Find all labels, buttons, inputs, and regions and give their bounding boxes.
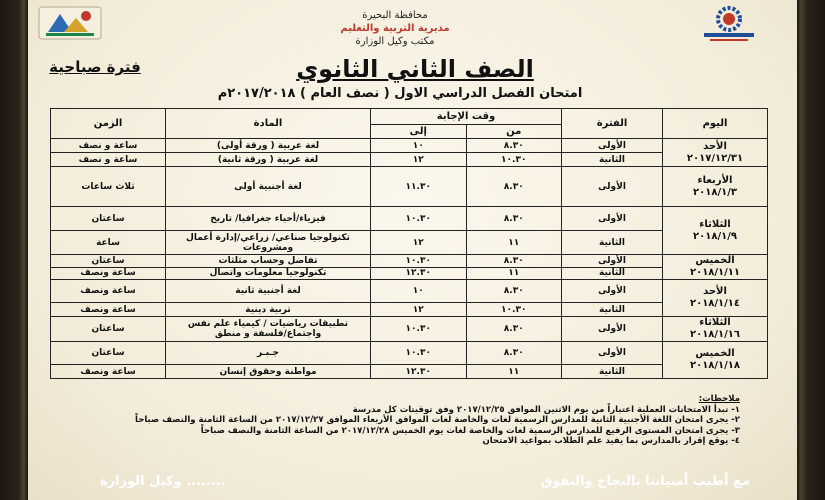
day-cell: [663, 317, 768, 342]
to-time-cell: ١٢.٣٠: [371, 365, 467, 379]
table-row: [51, 342, 768, 365]
period-cell: الثانية: [562, 365, 663, 379]
to-time-cell: ١٠.٣٠: [371, 342, 467, 365]
ministry-gear-logo-icon: [692, 4, 766, 44]
to-time-cell: ١٢: [371, 303, 467, 317]
to-time-cell: ١٠.٣٠: [371, 207, 467, 231]
duration-cell: ساعة ونصف: [51, 303, 166, 317]
duration-cell: ساعة: [51, 231, 166, 255]
period-cell: الأولى: [562, 317, 663, 342]
notes-section: [100, 394, 740, 447]
from-time-cell: ١١: [466, 365, 562, 379]
day-date: ٢٠١٨/١/٣: [693, 186, 737, 198]
subject-cell: لغة عربية ( ورقة أولى): [166, 139, 371, 153]
duration-cell: ساعتان: [51, 317, 166, 342]
period-cell: الأولى: [562, 139, 663, 153]
day-date: ٢٠١٨/١/١٨: [689, 360, 741, 371]
to-time-cell: ١٢.٣٠: [371, 267, 467, 280]
from-time-cell: ١١: [466, 267, 562, 280]
day-cell: [663, 139, 768, 167]
day-name: الثلاثاء: [699, 218, 731, 230]
header-to: إلى: [371, 125, 467, 139]
subject-cell: تطبيقات رياضيات / كيمياء علم نفس واجتماع/فلسفة و منطق: [166, 317, 371, 342]
from-time-cell: ١١: [466, 231, 562, 255]
note-item: ٢- يجرى امتحان اللغة الأجنبية الثانية للمدارس الرسمية لغات والخاصة لغات الموافق الأربعاء الموافق ٢٠١٧/١٢/٢٧ من الساعة الثامنة والنصف صباحاً: [135, 415, 740, 425]
signature-label: ........ وكيل الوزارة: [100, 474, 226, 489]
day-date: ٢٠١٨/١/٩: [693, 230, 737, 242]
period-cell: الثانية: [562, 303, 663, 317]
table-row: [51, 317, 768, 342]
governorate-label: محافظة البحيرة: [362, 10, 428, 21]
period-cell: الأولى: [562, 280, 663, 303]
office-label: مكتب وكيل الوزارة: [355, 36, 435, 47]
day-name: الثلاثاء: [699, 317, 731, 328]
from-time-cell: ١٠.٣٠: [466, 303, 562, 317]
to-time-cell: ١٠: [371, 139, 467, 153]
from-time-cell: ٨.٣٠: [466, 139, 562, 153]
to-time-cell: ١١.٣٠: [371, 167, 467, 207]
header-period: الفترة: [562, 109, 663, 139]
grade-title: الصف الثاني الثانوي: [296, 55, 534, 83]
subject-cell: فيزياء/أحياء جغرافيا/ تاريخ: [166, 207, 371, 231]
to-time-cell: ١٠: [371, 280, 467, 303]
education-logo-icon: [38, 6, 102, 40]
exam-subtitle: امتحان الفصل الدراسي الاول ( نصف العام ) ٢٠١٧/٢٠١٨م: [217, 86, 583, 101]
subject-cell: مواطنة وحقوق إنسان: [166, 365, 371, 379]
duration-cell: ساعة ونصف: [51, 365, 166, 379]
duration-cell: ساعة و نصف: [51, 153, 166, 167]
duration-cell: ساعة ونصف: [51, 280, 166, 303]
from-time-cell: ٨.٣٠: [466, 317, 562, 342]
session-period-label: فترة صباحية: [49, 58, 141, 76]
note-item: ٤- يوقع إقرار بالمدارس بما يفيد علم الطلاب بمواعيد الامتحان: [482, 436, 740, 446]
header-from: من: [466, 125, 562, 139]
duration-cell: ثلاث ساعات: [51, 167, 166, 207]
subject-cell: تكنولوجيا صناعي/ زراعي/إدارة أعمال ومشروعات: [166, 231, 371, 255]
to-time-cell: ١٢: [371, 153, 467, 167]
header-day: اليوم: [663, 109, 768, 139]
notes-title: ملاحظات:: [698, 394, 740, 404]
day-date: ٢٠١٨/١/١٦: [689, 329, 741, 340]
day-cell: [663, 255, 768, 280]
from-time-cell: ١٠.٣٠: [466, 153, 562, 167]
day-date: ٢٠١٨/١/١١: [689, 267, 741, 278]
to-time-cell: ١٠.٣٠: [371, 255, 467, 268]
table-row: [51, 167, 768, 207]
header-subject: المادة: [166, 109, 371, 139]
table-row: [51, 303, 768, 317]
table-row: [51, 365, 768, 379]
day-name: الأحد: [703, 140, 727, 152]
day-date: ٢٠١٧/١٢/٣١: [686, 152, 744, 164]
subject-cell: لغة عربية ( ورقة ثانية): [166, 153, 371, 167]
period-cell: الأولى: [562, 207, 663, 231]
to-time-cell: ١٢: [371, 231, 467, 255]
table-row: [51, 231, 768, 255]
duration-cell: ساعتان: [51, 255, 166, 268]
exam-schedule-table: [50, 108, 768, 379]
subject-cell: تربية دينية: [166, 303, 371, 317]
table-row: [51, 280, 768, 303]
table-row: [51, 267, 768, 280]
period-cell: الأولى: [562, 167, 663, 207]
duration-cell: ساعتان: [51, 342, 166, 365]
day-cell: [663, 280, 768, 317]
day-cell: [663, 342, 768, 379]
table-row: [51, 255, 768, 268]
table-row: [51, 153, 768, 167]
subject-cell: لغة أجنبية ثانية: [166, 280, 371, 303]
directorate-label: مديرية التربية والتعليم: [340, 23, 450, 34]
note-item: ٣- يجرى امتحان المستوى الرفيع للمدارس الرسمية لغات والخاصة لغات يوم الخميس ٢٠١٧/١٢/٢٨ من الساعة الثامنة والنصف صباحاً: [200, 425, 740, 436]
day-name: الخميس: [695, 255, 735, 266]
note-item: ١- تبدأ الامتحانات العملية اعتباراً من يوم الاثنين الموافق ٢٠١٧/١٢/٢٥ وفق توقيتات كل مدرسة: [352, 404, 740, 415]
to-time-cell: ١٠.٣٠: [371, 317, 467, 342]
day-name: الخميس: [695, 348, 735, 359]
table-row: [51, 207, 768, 231]
from-time-cell: ٨.٣٠: [466, 207, 562, 231]
header-duration: الزمن: [51, 109, 166, 139]
day-name: الأربعاء: [697, 174, 733, 186]
period-cell: الثانية: [562, 231, 663, 255]
day-cell: [663, 207, 768, 255]
day-name: الأحد: [703, 286, 727, 297]
period-cell: الثانية: [562, 153, 663, 167]
duration-cell: ساعتان: [51, 207, 166, 231]
from-time-cell: ٨.٣٠: [466, 167, 562, 207]
subject-cell: جـبـر: [166, 342, 371, 365]
period-cell: الأولى: [562, 255, 663, 268]
subject-cell: تكنولوجيا معلومات واتصال: [166, 267, 371, 280]
subject-cell: لغة أجنبية أولى: [166, 167, 371, 207]
duration-cell: ساعة و نصف: [51, 139, 166, 153]
from-time-cell: ٨.٣٠: [466, 280, 562, 303]
duration-cell: ساعة ونصف: [51, 267, 166, 280]
day-cell: [663, 167, 768, 207]
table-row: [51, 139, 768, 153]
subject-cell: تفاضل وحساب مثلثات: [166, 255, 371, 268]
wish-label: مع أطيب أمنياتنا بالنجاح والتفوق: [540, 474, 750, 489]
period-cell: الثانية: [562, 267, 663, 280]
schedule-body: [51, 139, 768, 379]
period-cell: الأولى: [562, 342, 663, 365]
day-date: ٢٠١٨/١/١٤: [689, 298, 741, 309]
header-answer-time: وقت الإجابة: [371, 109, 562, 125]
from-time-cell: ٨.٣٠: [466, 342, 562, 365]
from-time-cell: ٨.٣٠: [466, 255, 562, 268]
